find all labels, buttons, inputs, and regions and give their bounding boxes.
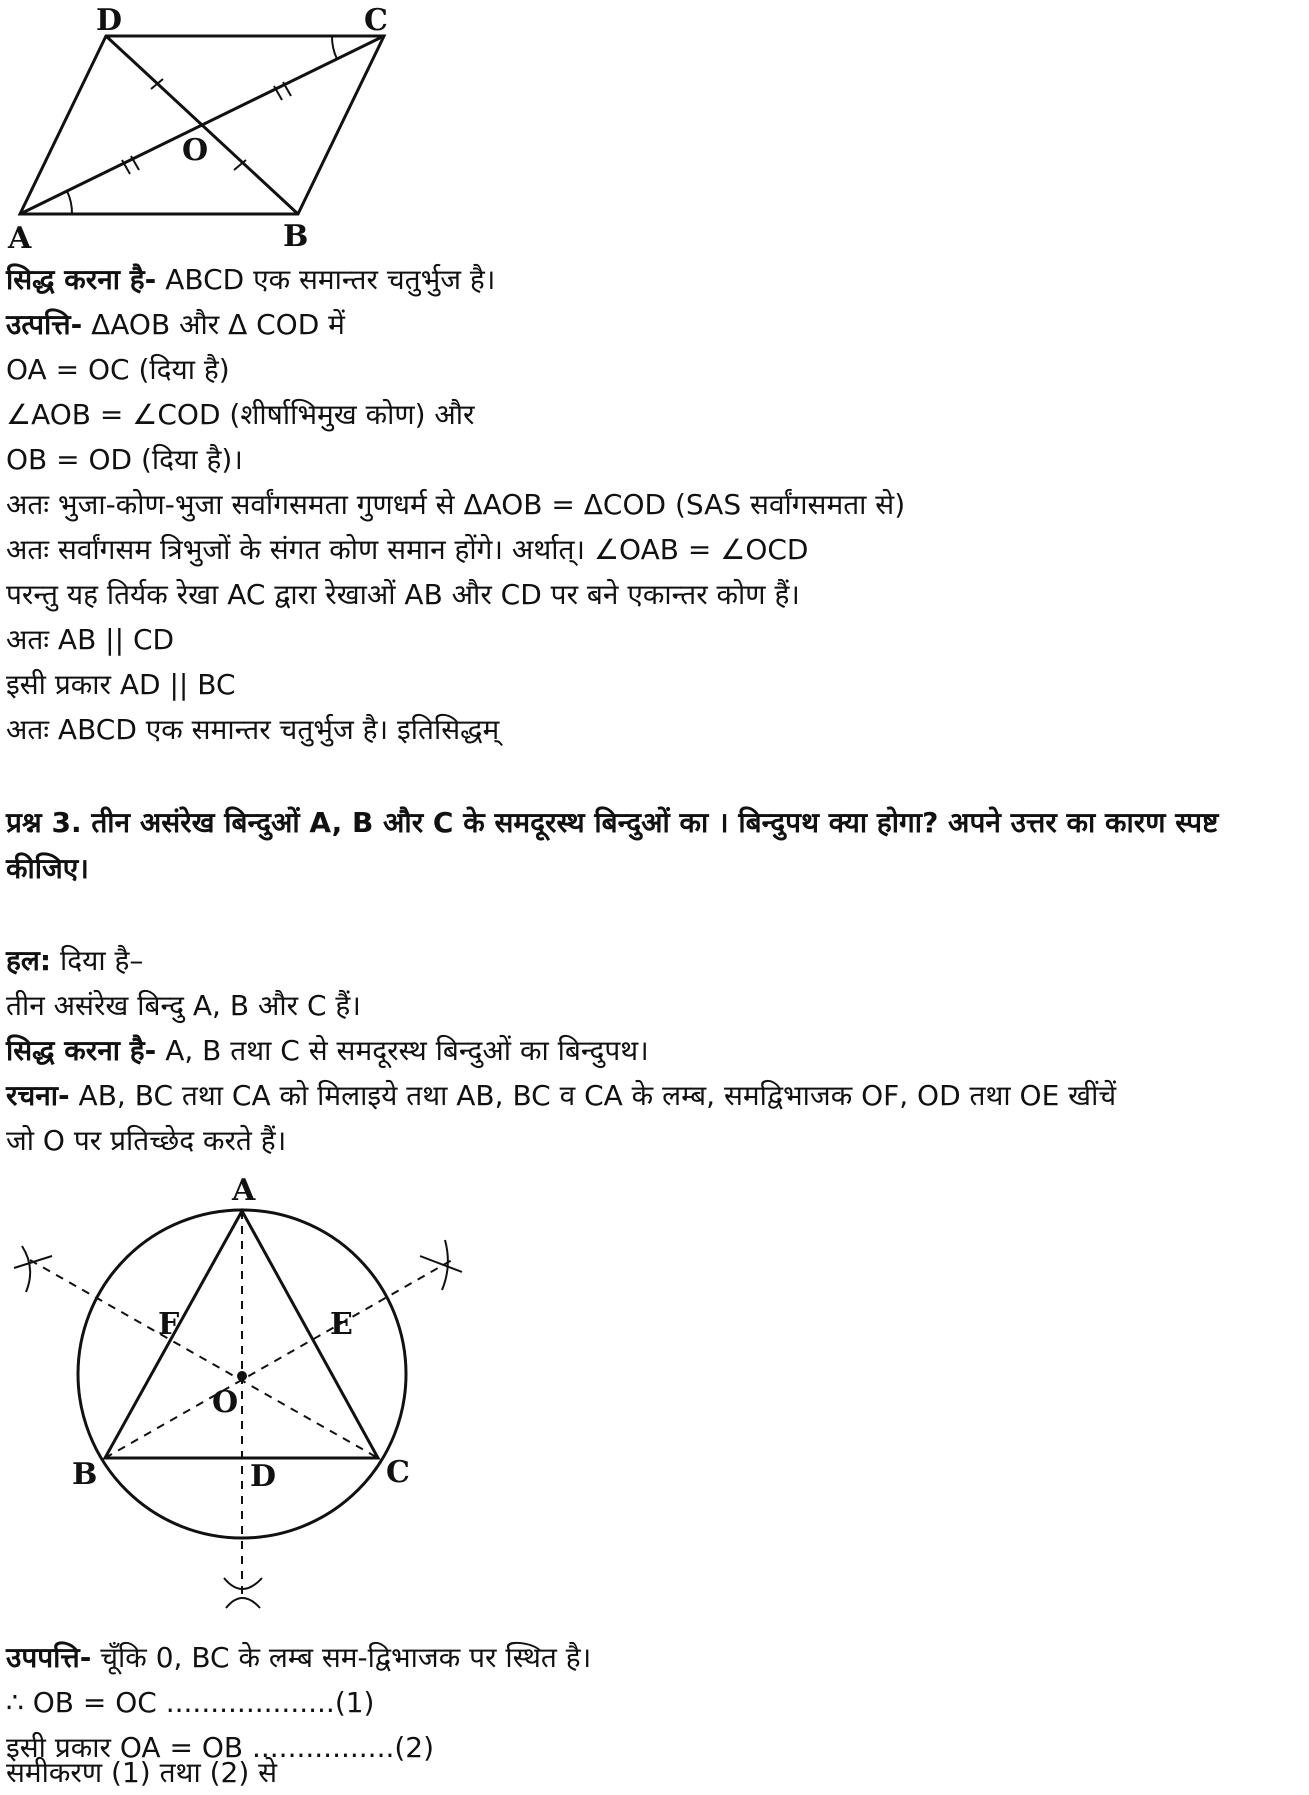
label-b: B	[72, 1457, 98, 1492]
construction-arc	[14, 1256, 52, 1268]
label-f: F	[158, 1307, 180, 1342]
proof1-line: अतः ABCD एक समान्तर चतुर्भुज है। इतिसिद्धम्	[6, 713, 500, 746]
proof1-line: अतः सर्वांगसम त्रिभुजों के संगत कोण समान होंगे। अर्थात्। ∠OAB = ∠OCD	[6, 533, 809, 566]
label-d: D	[250, 1459, 277, 1494]
proof1-derivation: उत्पत्ति- ΔAOB और Δ COD में	[6, 308, 345, 341]
label-a: A	[8, 221, 32, 255]
label-d: D	[96, 3, 123, 38]
proof1-line: परन्तु यह तिर्यक रेखा AC द्वारा रेखाओं AB और CD पर बने एकान्तर कोण हैं।	[6, 578, 800, 611]
solution3-given-line: तीन असंरेख बिन्दु A, B और C हैं।	[6, 989, 361, 1022]
proof1-line: OA = OC (दिया है)	[6, 353, 230, 386]
proof1-line: अतः भुजा-कोण-भुजा सर्वांगसमता गुणधर्म से ΔAOB = ΔCOD (SAS सर्वांगसमता से)	[6, 488, 906, 521]
proof1-line: अतः AB || CD	[6, 623, 175, 656]
solution3-given: हल: दिया है–	[6, 944, 144, 977]
bisector-ac	[105, 1260, 452, 1458]
label-c: C	[364, 3, 388, 38]
construction-arc	[226, 1598, 260, 1608]
bisector-ab	[30, 1260, 378, 1458]
label-c: C	[386, 1455, 410, 1490]
proof1-line: इसी प्रकार AD || BC	[6, 668, 236, 701]
parallelogram-figure	[0, 0, 400, 255]
diagonal-bd	[106, 36, 298, 214]
proof1-line: OB = OD (दिया है)।	[6, 443, 243, 476]
construction-arc	[420, 1256, 462, 1272]
solution3-to-prove: सिद्ध करना है- A, B तथा C से समदूरस्थ बिन्दुओं का बिन्दुपथ।	[6, 1034, 649, 1067]
label-e: E	[330, 1307, 353, 1342]
label-a: A	[232, 1173, 256, 1208]
proof1-to-prove: सिद्ध करना है- ABCD एक समान्तर चतुर्भुज है।	[6, 263, 496, 296]
center-point-o	[237, 1371, 247, 1381]
angle-arc-a	[67, 191, 72, 214]
circumcircle-figure	[0, 1168, 480, 1628]
label-o: O	[182, 133, 209, 168]
angle-arc-c	[332, 36, 337, 59]
proof3-line: ∴ OB = OC ...................(1)	[6, 1686, 375, 1719]
proof3-derivation: उपपत्ति- चूँकि 0, BC के लम्ब सम-द्विभाजक पर स्थित है।	[6, 1641, 592, 1674]
proof3-line: इसी प्रकार OA = OB ................(2)	[6, 1731, 435, 1764]
label-b: B	[283, 219, 309, 254]
solution3-construction-cont: जो O पर प्रतिच्छेद करते हैं।	[6, 1124, 287, 1157]
proof1-line: ∠AOB = ∠COD (शीर्षाभिमुख कोण) और	[6, 398, 475, 431]
question-3: प्रश्न 3. तीन असंरेख बिन्दुओं A, B और C के समदूरस्थ बिन्दुओं का । बिन्दुपथ क्या होगा? अपने उत्तर का कारण स्पष्ट कीजिए।	[6, 806, 1219, 885]
proof3-line: समीकरण (1) तथा (2) से	[6, 1756, 278, 1789]
label-o: O	[212, 1385, 239, 1420]
solution3-construction: रचना- AB, BC तथा CA को मिलाइये तथा AB, BC व CA के लम्ब, समद्विभाजक OF, OD तथा OE खींचें	[6, 1079, 1117, 1112]
construction-arc	[22, 1246, 30, 1292]
